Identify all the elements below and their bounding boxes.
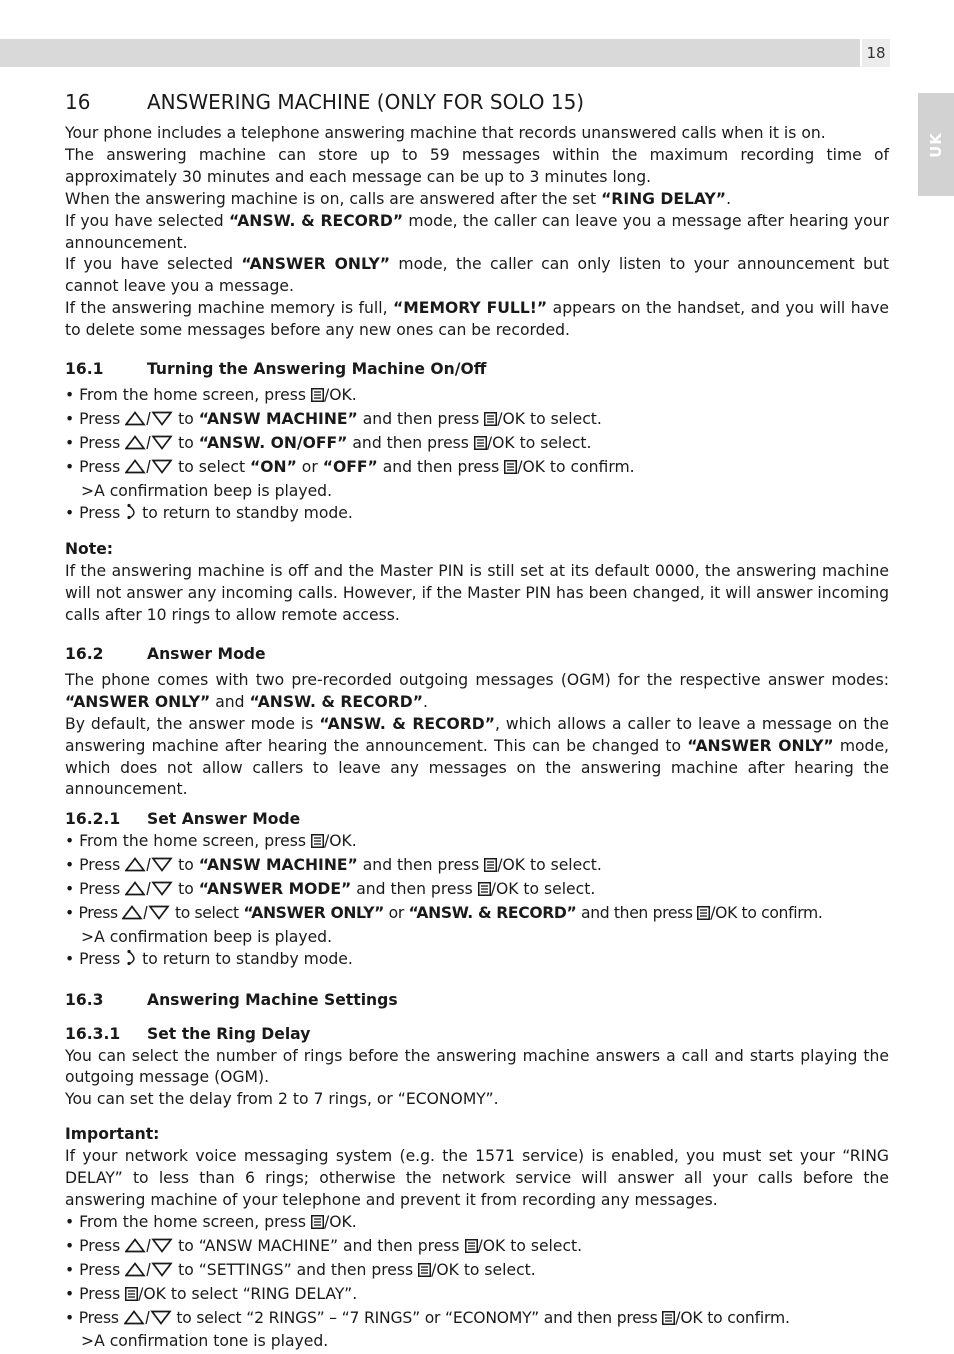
section-16-2-heading: 16.2 Answer Mode bbox=[65, 645, 266, 664]
list-item: • Press /OK to select “RING DELAY”. bbox=[65, 1284, 889, 1308]
paragraph: If the answering machine memory is full, “MEMORY FULL!” appears on the handset, and you will have to delete some messages before any new ones can be recorded. bbox=[65, 299, 889, 340]
paragraph: When the answering machine is on, calls are answered after the set “RING DELAY”. bbox=[65, 189, 732, 208]
paragraph: Your phone includes a telephone answering machine that records unanswered calls when it is on. bbox=[65, 124, 826, 142]
list-item: • Press to “SETTINGS” and then press /OK to select. bbox=[65, 1260, 889, 1284]
up-down-arrow-icon bbox=[122, 905, 170, 927]
note-label: Note: bbox=[65, 540, 114, 559]
paragraph: By default, the answer mode is “ANSW. & RECORD”, which allows a caller to leave a message on the answering machine after hearing the announcement. This can be changed to “ANSWER ONLY” mode, which does not allow callers to leave any messages on the answering machine after hearing the announcement. bbox=[65, 714, 890, 799]
list-item: • Press to return to standby mode. bbox=[65, 503, 889, 527]
menu-icon bbox=[697, 905, 710, 927]
menu-icon bbox=[311, 1214, 324, 1236]
section-16-2-1-heading: 16.2.1 Set Answer Mode bbox=[65, 810, 301, 829]
up-down-arrow-icon bbox=[125, 1262, 173, 1284]
menu-icon bbox=[484, 411, 497, 433]
header-bar bbox=[0, 39, 860, 67]
paragraph: You can set the delay from 2 to 7 rings, or “ECONOMY”. bbox=[65, 1090, 499, 1109]
paragraph: If you have selected “ANSWER ONLY” mode, the caller can only listen to your announcement but cannot leave you a message. bbox=[65, 255, 889, 296]
menu-icon bbox=[125, 1286, 138, 1308]
up-down-arrow-icon bbox=[125, 1238, 173, 1260]
list-item: • From the home screen, press /OK. bbox=[65, 1212, 889, 1236]
paragraph: If you have selected “ANSW. & RECORD” mode, the caller can leave you a message after hearing your announcement. bbox=[65, 211, 889, 252]
section-16-3-heading: 16.3 Answering Machine Settings bbox=[65, 990, 398, 1009]
list-item: • Press to select “ON” or “OFF” and then press /OK to confirm. bbox=[65, 457, 889, 481]
menu-icon bbox=[418, 1262, 431, 1284]
page-number: 18 bbox=[862, 39, 890, 67]
menu-icon bbox=[478, 881, 491, 903]
list-item: • From the home screen, press /OK. bbox=[65, 831, 889, 855]
menu-icon bbox=[465, 1238, 478, 1260]
up-down-arrow-icon bbox=[125, 411, 173, 433]
note-text: If the answering machine is off and the Master PIN is still set at its default 0000, the answering machine will not answer any incoming calls. However, if the Master PIN has been changed, it will answer incoming calls after 10 rings to allow remote access. bbox=[65, 562, 889, 625]
up-down-arrow-icon bbox=[124, 1310, 172, 1332]
list-item: • Press to “ANSWER MODE” and then press /OK to select. bbox=[65, 879, 889, 903]
language-tab bbox=[918, 93, 954, 196]
section-16-1-heading: 16.1 Turning the Answering Machine On/Off bbox=[65, 360, 487, 379]
menu-icon bbox=[311, 387, 324, 409]
end-call-icon bbox=[125, 949, 137, 973]
list-item: • Press to “ANSW MACHINE” and then press /OK to select. bbox=[65, 409, 889, 433]
menu-icon bbox=[484, 857, 497, 879]
section-16-3-1-heading: 16.3.1 Set the Ring Delay bbox=[65, 1024, 311, 1043]
list-item: • From the home screen, press /OK. bbox=[65, 385, 889, 409]
up-down-arrow-icon bbox=[125, 435, 173, 457]
list-item: • Press to select “ANSWER ONLY” or “ANSW. & RECORD” and then press /OK to confirm. bbox=[65, 903, 889, 927]
paragraph: You can select the number of rings before the answering machine answers a call and starts playing the outgoing message (OGM). bbox=[65, 1046, 889, 1087]
list-item: • Press to select “2 RINGS” – “7 RINGS” or “ECONOMY” and then press /OK to confirm. bbox=[65, 1308, 889, 1332]
list-item: • Press to “ANSW MACHINE” and then press /OK to select. bbox=[65, 855, 889, 879]
paragraph: The answering machine can store up to 59 messages within the maximum recording time of approximately 30 minutes and each message can be up to 3 minutes long. bbox=[65, 145, 889, 186]
important-label: Important: bbox=[65, 1125, 160, 1144]
document-body bbox=[65, 88, 889, 1353]
list-item: • Press to return to standby mode. bbox=[65, 949, 889, 973]
paragraph: The phone comes with two pre-recorded outgoing messages (OGM) for the respective answer modes: “ANSWER ONLY” and “ANSW. & RECORD”. bbox=[65, 670, 889, 711]
section-16-heading: 16 ANSWERING MACHINE (ONLY FOR SOLO 15) bbox=[65, 90, 585, 114]
important-text: If your network voice messaging system (e.g. the 1571 service) is enabled, you must set your “RING DELAY” to less than 6 rings; otherwise the network service will answer all your calls before the answering machine of your telephone and prevent it from recording any messages. bbox=[65, 1147, 889, 1209]
list-item-result: >A confirmation beep is played. bbox=[81, 927, 333, 946]
up-down-arrow-icon bbox=[125, 857, 173, 879]
up-down-arrow-icon bbox=[125, 459, 173, 481]
list-item-result: >A confirmation tone is played. bbox=[81, 1332, 329, 1351]
menu-icon bbox=[504, 459, 517, 481]
up-down-arrow-icon bbox=[125, 881, 173, 903]
menu-icon bbox=[311, 833, 324, 855]
menu-icon bbox=[662, 1310, 675, 1332]
list-item: • Press to “ANSW. ON/OFF” and then press /OK to select. bbox=[65, 433, 889, 457]
list-item-result: >A confirmation beep is played. bbox=[81, 481, 333, 500]
menu-icon bbox=[474, 435, 487, 457]
language-tab-label: UK bbox=[927, 131, 945, 158]
end-call-icon bbox=[125, 503, 137, 527]
list-item: • Press to “ANSW MACHINE” and then press /OK to select. bbox=[65, 1236, 889, 1260]
